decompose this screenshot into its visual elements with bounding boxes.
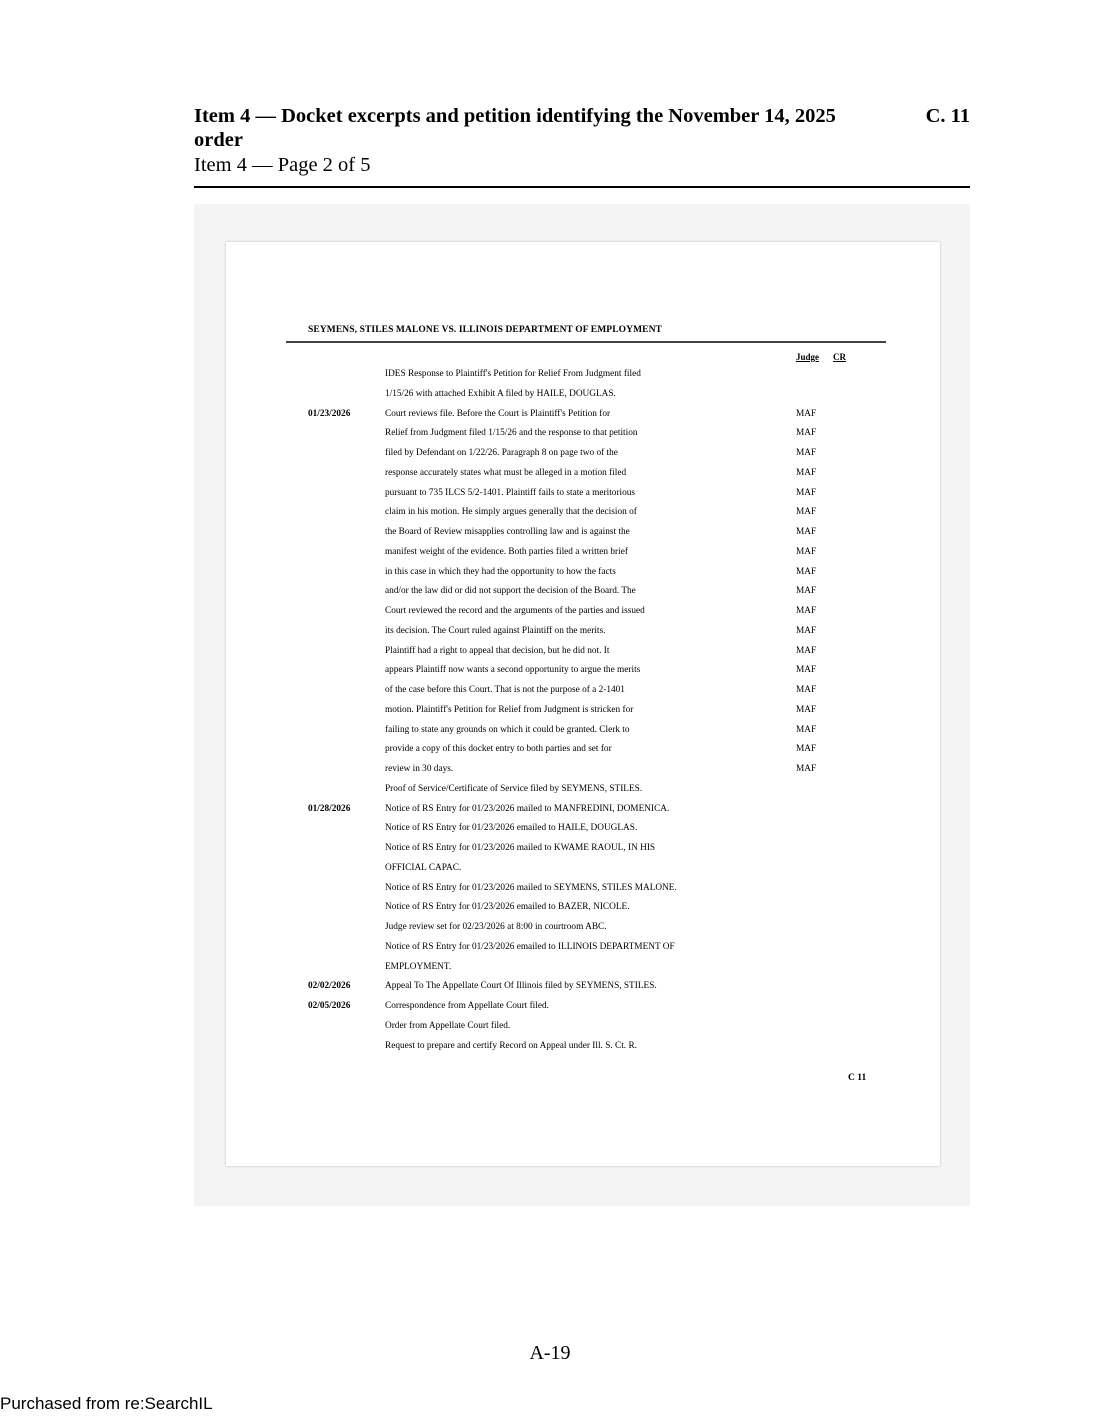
docket-text: and/or the law did or did not support the decision of the Board. The [385,586,636,597]
docket-text: EMPLOYMENT. [385,961,452,972]
docket-text: of the case before this Court. That is not the purpose of a 2-1401 [385,685,625,695]
docket-text: motion. Plaintiff's Petition for Relief from Judgment is stricken for [385,704,634,715]
docket-text: Notice of RS Entry for 01/23/2026 emailed to HAILE, DOUGLAS. [385,823,638,834]
sheet-page-label: C 11 [848,1073,867,1083]
docket-judge: MAF [796,764,817,774]
docket-text: Notice of RS Entry for 01/23/2026 emailed to BAZER, NICOLE. [385,902,630,913]
docket-judge: MAF [796,685,817,695]
docket-text: Correspondence from Appellate Court filed. [385,1001,549,1011]
docket-date: 01/23/2026 [308,408,351,419]
docket-judge: MAF [796,645,817,656]
docket-text: Plaintiff had a right to appeal that decision, but he did not. It [385,645,610,656]
docket-date: 01/28/2026 [308,803,351,814]
docket-text: 1/15/26 with attached Exhibit A filed by HAILE, DOUGLAS. [385,388,616,399]
docket-text: Judge review set for 02/23/2026 at 8:00 in courtroom ABC. [385,922,607,932]
docket-judge: MAF [796,606,817,616]
page-number: A-19 [529,1342,571,1364]
header-rule [194,186,970,188]
docket-text: OFFICIAL CAPAC. [385,862,462,873]
docket-text: manifest weight of the evidence. Both parties filed a written brief [385,546,628,557]
docket-text: failing to state any grounds on which it could be granted. Clerk to [385,724,630,735]
docket-text: response accurately states what must be alleged in a motion filed [385,467,627,478]
footer-note: Purchased from re:SearchIL [0,1394,213,1413]
docket-judge: MAF [796,487,817,498]
docket-judge: MAF [796,566,817,577]
docket-text: Notice of RS Entry for 01/23/2026 emailed to ILLINOIS DEPARTMENT OF [385,941,675,952]
docket-text: claim in his motion. He simply argues generally that the decision of [385,507,637,518]
docket-judge: MAF [796,665,817,676]
docket-text: provide a copy of this docket entry to both parties and set for [385,744,612,755]
docket-text: Request to prepare and certify Record on Appeal under Ill. S. Ct. R. [385,1040,637,1051]
docket-text: Order from Appellate Court filed. [385,1020,511,1031]
docket-text: filed by Defendant on 1/22/26. Paragraph 8 on page two of the [385,448,618,458]
caption-rule [286,341,886,343]
docket-date: 02/05/2026 [308,1001,351,1011]
docket-text: Proof of Service/Certificate of Service filed by SEYMENS, STILES. [385,783,643,794]
docket-text: its decision. The Court ruled against Plaintiff on the merits. [385,625,606,636]
docket-text: review in 30 days. [385,764,454,774]
docket-judge: MAF [796,704,817,715]
docket-text: Notice of RS Entry for 01/23/2026 mailed to MANFREDINI, DOMENICA. [385,803,670,814]
docket-judge: MAF [796,724,817,735]
docket-text: Appeal To The Appellate Court Of Illinois filed by SEYMENS, STILES. [385,981,657,992]
docket-text: the Board of Review misapplies controlling law and is against the [385,527,630,537]
cr-column-header: CR [833,352,846,362]
docket-judge: MAF [796,527,817,537]
docket-judge: MAF [796,467,817,478]
docket-text: Notice of RS Entry for 01/23/2026 mailed to KWAME RAOUL, IN HIS [385,843,656,853]
docket-judge: MAF [796,625,817,636]
docket-text: IDES Response to Plaintiff's Petition for Relief From Judgment filed [385,369,641,379]
docket-judge: MAF [796,744,817,755]
case-caption: SEYMENS, STILES MALONE VS. ILLINOIS DEPARTMENT OF EMPLOYMENT [308,325,662,335]
judge-column-header: Judge [796,352,820,362]
docket-text: Notice of RS Entry for 01/23/2026 mailed to SEYMENS, STILES MALONE. [385,882,677,893]
docket-text: appears Plaintiff now wants a second opportunity to argue the merits [385,665,641,676]
docket-text: in this case in which they had the opportunity to how the facts [385,566,616,577]
docket-text: Court reviewed the record and the arguments of the parties and issued [385,606,645,616]
docket-text: pursuant to 735 ILCS 5/2-1401. Plaintiff fails to state a meritorious [385,487,636,498]
item-title: Item 4 — Docket excerpts and petition identifying the November 14, 2025 order [194,105,836,151]
docket-judge: MAF [796,448,817,458]
docket-judge: MAF [796,586,817,597]
document-header [194,104,970,177]
docket-date: 02/02/2026 [308,981,351,992]
docket-judge: MAF [796,546,817,557]
record-code: C. 11 [925,105,970,127]
docket-judge: MAF [796,507,817,518]
docket-text: Relief from Judgment filed 1/15/26 and the response to that petition [385,428,638,439]
item-subtitle: Item 4 — Page 2 of 5 [194,154,371,176]
docket-judge: MAF [796,428,817,439]
docket-judge: MAF [796,408,817,419]
docket-text: Court reviews file. Before the Court is Plaintiff's Petition for [385,408,611,419]
